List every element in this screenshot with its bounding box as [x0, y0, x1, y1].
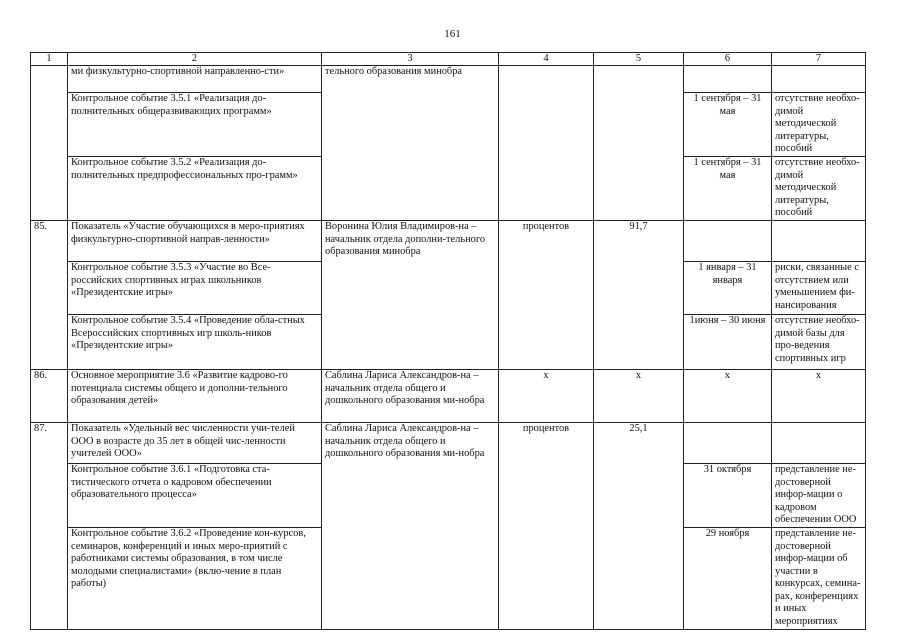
- row-responsible: тельного образования минобра: [322, 66, 499, 221]
- row-value: x: [594, 369, 684, 422]
- row-description: Контрольное событие 3.6.1 «Подготовка ста-тистического отчета о кадровом обеспечении образовательного процесса»: [68, 463, 322, 527]
- col-header-3: 3: [322, 53, 499, 66]
- col-header-1: 1: [31, 53, 68, 66]
- row-description: Контрольное событие 3.5.2 «Реализация до-полнительных предпрофессиональных про-грамм»: [68, 156, 322, 220]
- table-row: [31, 369, 866, 422]
- row-description: Контрольное событие 3.6.2 «Проведение кон-курсов, семинаров, конференций и иных меро-приятий с работниками системы образования, в том числе молодыми специалистами» (вклю-чение в план работы): [68, 527, 322, 629]
- col-header-4: 4: [499, 53, 594, 66]
- row-risk: представление не-достоверной инфор-мации об участии в конкурсах, семина-рах, конференциях и иных мероприятиях: [772, 527, 866, 629]
- row-date: 1 сентября – 31 мая: [684, 156, 772, 220]
- row-risk: [772, 220, 866, 261]
- row-date: 29 ноября: [684, 527, 772, 629]
- row-number: 86.: [31, 369, 68, 422]
- row-value: 91,7: [594, 220, 684, 369]
- row-value: [594, 66, 684, 221]
- row-date: 1 сентября – 31 мая: [684, 93, 772, 157]
- row-description: Показатель «Удельный вес численности учи-телей ООО в возрасте до 35 лет в общей чис-ленности учителей ООО»: [68, 422, 322, 463]
- row-risk: отсутствие необхо-димой методической литературы, пособий: [772, 93, 866, 157]
- row-number: 87.: [31, 422, 68, 629]
- col-header-7: 7: [772, 53, 866, 66]
- row-description: Показатель «Участие обучающихся в меро-приятиях физкультурно-спортивной направ-ленности»: [68, 220, 322, 261]
- table-row: [31, 422, 866, 463]
- row-responsible: Воронина Юлия Владимиров-на – начальник отдела дополни-тельного образования минобра: [322, 220, 499, 369]
- row-unit: x: [499, 369, 594, 422]
- row-risk: отсутствие необхо-димой методической литературы, пособий: [772, 156, 866, 220]
- row-description: Контрольное событие 3.5.3 «Участие во Все-российских спортивных играх школьников «Президентские игры»: [68, 261, 322, 314]
- row-date: [684, 66, 772, 93]
- row-responsible: Саблина Лариса Александров-на – начальник отдела общего и дошкольного образования ми-нобра: [322, 369, 499, 422]
- row-date: 31 октября: [684, 463, 772, 527]
- col-header-5: 5: [594, 53, 684, 66]
- row-description: Контрольное событие 3.5.1 «Реализация до-полнительных общеразвивающих программ»: [68, 93, 322, 157]
- row-date: [684, 220, 772, 261]
- plan-table: [30, 52, 866, 630]
- row-description: Контрольное событие 3.5.4 «Проведение обла-стных Всероссийских спортивных игр школь-ников «Президентские игры»: [68, 314, 322, 369]
- table-row: [31, 66, 866, 93]
- row-unit: [499, 66, 594, 221]
- row-responsible: Саблина Лариса Александров-на – начальник отдела общего и дошкольного образования ми-нобра: [322, 422, 499, 629]
- row-risk: отсутствие необхо-димой базы для про-ведения спортивных игр: [772, 314, 866, 369]
- col-header-6: 6: [684, 53, 772, 66]
- row-description: Основное мероприятие 3.6 «Развитие кадрово-го потенциала системы общего и дополни-тельного образования детей»: [68, 369, 322, 422]
- row-unit: процентов: [499, 422, 594, 629]
- row-value: 25,1: [594, 422, 684, 629]
- row-risk: риски, связанные с отсутствием или уменьшением фи-нансирования: [772, 261, 866, 314]
- row-risk: представление не-достоверной инфор-мации о кадровом обеспечении ООО: [772, 463, 866, 527]
- page-number: 161: [444, 28, 461, 40]
- row-number: [31, 66, 68, 221]
- row-risk: [772, 422, 866, 463]
- row-risk: x: [772, 369, 866, 422]
- row-description: ми физкультурно-спортивной направленно-сти»: [68, 66, 322, 93]
- header-row: [31, 53, 866, 66]
- table-row: [31, 220, 866, 261]
- row-date: x: [684, 369, 772, 422]
- row-unit: процентов: [499, 220, 594, 369]
- row-date: [684, 422, 772, 463]
- row-risk: [772, 66, 866, 93]
- row-date: 1 января – 31 января: [684, 261, 772, 314]
- row-date: 1июня – 30 июня: [684, 314, 772, 369]
- col-header-2: 2: [68, 53, 322, 66]
- row-number: 85.: [31, 220, 68, 369]
